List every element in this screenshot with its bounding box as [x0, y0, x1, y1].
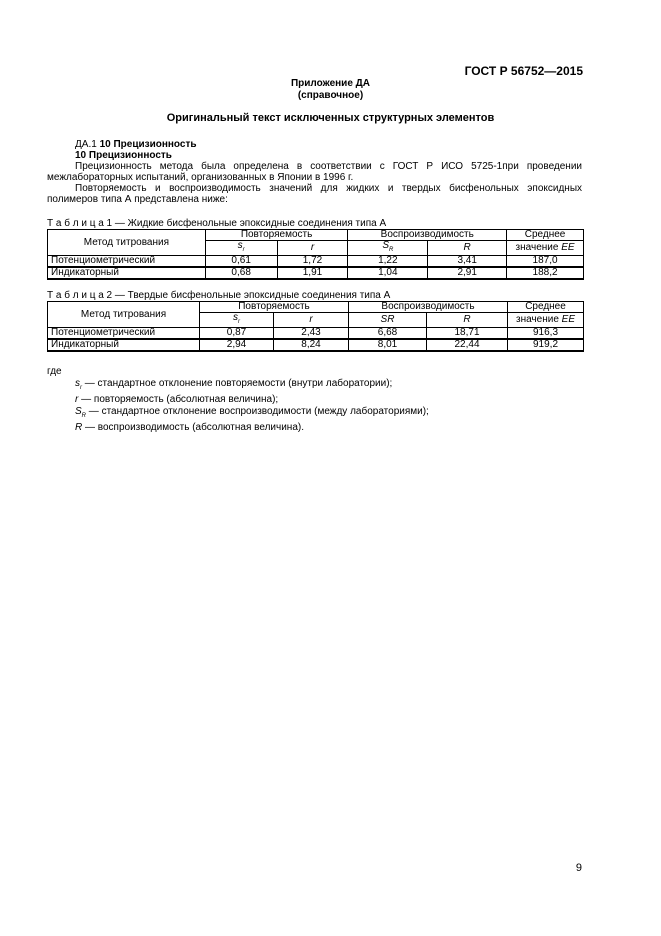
cell-SR: 1,22: [348, 256, 428, 268]
section-number: [47, 139, 582, 150]
cell-r: 1,72: [277, 256, 348, 268]
cell-mean: 919,2: [508, 339, 584, 351]
cell-SR: 8,01: [349, 339, 427, 351]
cell-method: Индикаторный: [48, 339, 200, 351]
header-sr: $s_r$: [200, 313, 274, 328]
header-r: r: [277, 241, 348, 256]
header-sr: $s_r$: [205, 241, 277, 256]
paragraph-precision: Прецизионность метода была определена в соответствии с ГОСТ Р ИСО 5725-1при проведении межлабораторных испытаний, организованных в Японии в 1996 г.: [47, 161, 582, 183]
cell-R: 2,91: [428, 267, 507, 279]
table-header-row: [48, 302, 584, 313]
cell-R: 22,44: [427, 339, 508, 351]
standard-number: ГОСТ Р 56752—2015: [464, 64, 583, 78]
table2-caption-number: Т а б л и ц а 2: [47, 290, 113, 301]
section-subheading: 10 Прецизионность: [75, 150, 172, 161]
cell-mean: 187,0: [507, 256, 584, 268]
table-row: [48, 256, 584, 268]
legend-item: $S_R$ — стандартное отклонение воспроизводимости (между лабораториями);: [75, 405, 429, 419]
header-R: R: [427, 313, 508, 328]
cell-r: 1,91: [277, 267, 348, 279]
table-row: [48, 339, 584, 351]
table2: [47, 301, 584, 352]
cell-sr: 0,87: [200, 328, 274, 340]
header-method: Метод титрования: [48, 302, 200, 328]
table2-caption-text: — Твердые бисфенольные эпоксидные соединения типа А: [112, 290, 391, 301]
header-mean-value: значение EE: [508, 313, 584, 328]
header-mean: Среднее: [508, 302, 584, 313]
table2-caption: [47, 290, 390, 301]
cell-r: 2,43: [274, 328, 349, 340]
header-reproducibility: Воспроизводимость: [349, 302, 508, 313]
cell-mean: 188,2: [507, 267, 584, 279]
section-body: [47, 139, 582, 205]
header-SR: $S_R$: [348, 241, 428, 256]
cell-sr: 0,61: [205, 256, 277, 268]
cell-mean: 916,3: [508, 328, 584, 340]
header-SR: SR: [349, 313, 427, 328]
cell-R: 3,41: [428, 256, 507, 268]
cell-R: 18,71: [427, 328, 508, 340]
table-row: [48, 267, 584, 279]
section-number-prefix: ДА.1: [75, 139, 100, 150]
appendix-heading: [0, 78, 661, 102]
cell-SR: 1,04: [348, 267, 428, 279]
cell-r: 8,24: [274, 339, 349, 351]
header-repeatability: Повторяемость: [205, 230, 348, 241]
page-number: 9: [575, 862, 582, 874]
table1-caption-text: — Жидкие бисфенольные эпоксидные соединения типа А: [112, 218, 387, 229]
section-number-title: 10 Прецизионность: [99, 139, 197, 150]
cell-method: Индикаторный: [48, 267, 206, 279]
cell-sr: 0,68: [205, 267, 277, 279]
table1-caption-number: Т а б л и ц а 1: [47, 218, 113, 229]
cell-SR: 6,68: [349, 328, 427, 340]
header-R: R: [428, 241, 507, 256]
table-header-row: [48, 230, 584, 241]
cell-method: Потенциометрический: [48, 328, 200, 340]
table1: [47, 229, 584, 280]
cell-sr: 2,94: [200, 339, 274, 351]
appendix-subtitle: (справочное): [297, 90, 364, 101]
legend-item: R — воспроизводимость (абсолютная величина).: [75, 422, 305, 433]
legend-where: где: [47, 366, 62, 377]
document-title: Оригинальный текст исключенных структурных элементов: [166, 112, 495, 124]
table1-caption: [47, 218, 386, 229]
header-r: r: [274, 313, 349, 328]
header-method: Метод титрования: [48, 230, 206, 256]
table-row: [48, 328, 584, 340]
legend-item: $s_r$ — стандартное отклонение повторяемости (внутри лаборатории);: [75, 377, 393, 391]
header-repeatability: Повторяемость: [200, 302, 349, 313]
cell-method: Потенциометрический: [48, 256, 206, 268]
legend: [47, 366, 429, 434]
header-reproducibility: Воспроизводимость: [348, 230, 507, 241]
header-mean: Среднее: [507, 230, 584, 241]
legend-item: r — повторяемость (абсолютная величина);: [75, 394, 279, 405]
header-mean-value: значение EE: [507, 241, 584, 256]
appendix-title: Приложение ДА: [290, 78, 371, 89]
paragraph-repeatability: Повторяемость и воспроизводимость значений для жидких и твердых бисфенольных эпоксидных полимеров типа А представлена ниже:: [47, 183, 582, 205]
